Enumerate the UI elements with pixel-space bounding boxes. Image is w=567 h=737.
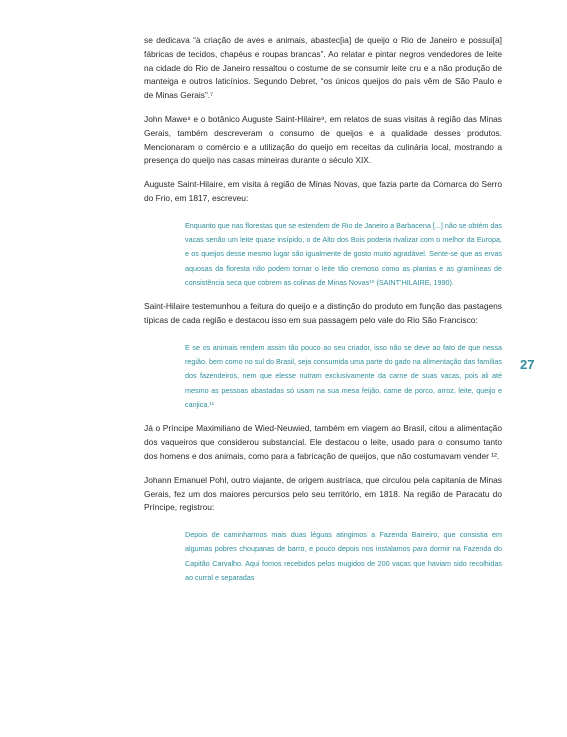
page-content [144,34,502,595]
body-paragraph: John Mawe⁸ e o botânico Auguste Saint-Hilaire⁹, em relatos de suas visitas à região das Minas Gerais, também descreveram o consumo de queijos e a qualidade desses produtos. Mencionaram o comércio e a utilização do queijo em receitas da culinária local, mostrando a presença do queijo nas casas mineiras durante o século XIX. [144,113,502,166]
body-paragraph: Saint-Hilaire testemunhou a feitura do queijo e a distinção do produto em função das pastagens típicas de cada região e destacou isso em sua passagem pelo vale do Rio São Francisco: [144,301,502,326]
block-quote: Enquanto que nas florestas que se estendem de Rio de Janeiro a Barbacena [...] não se obtém das vacas senão um leite quase insípido, o de Alto dos Bois poderia rivalizar com o melhor da Europa, e os queijos desse mesmo lugar são igualmente de gosto muito agradável. Sente-se que as ervas aquosas da floresta não podem tornar o leite tão cremoso como as plantas e as gramíneas de consistência seca que cobrem as colinas de Minas Novas¹⁰ (SAINT’HILAIRE, 1990). [185,220,502,287]
body-paragraph: Johann Emanuel Pohl, outro viajante, de origem austríaca, que circulou pela capitania de Minas Gerais, fez um dos maiores percursos pelo seu território, em 1818. Na região de Paracatu do Príncipe, registrou: [144,474,502,513]
block-quote: Depois de caminharmos mais duas léguas atingimos a Fazenda Barreiro, que consistia em algumas pobres choupanas de barro, e pouco depois nos instalamos para dormir na Fazenda do Capitão Carvalho. Aqui fomos recebidos pelos mugidos de 200 vacas que haviam sido recolhidas ao curral e separadas [185,530,502,582]
body-paragraph: se dedicava “à criação de aves e animais, abastec[ia] de queijo o Rio de Janeiro e possui[a] fábricas de tecidos, chapéus e roupas brancas”. Ao relatar e pintar negros vendedores de leite na cidade do Rio de Janeiro ressaltou o costume de se consumir leite cru e a não produção de manteiga e outros laticínios. Segundo Debret, “os únicos queijos do país vêm de São Paulo e de Minas Gerais”.⁷ [144,35,502,101]
page-number: 27 [520,357,535,372]
body-paragraph: Auguste Saint-Hilaire, em visita à região de Minas Novas, que fazia parte da Comarca do Serro do Frio, em 1817, escreveu: [144,179,502,203]
body-paragraph: Já o Príncipe Maximiliano de Wied-Neuwied, também em viagem ao Brasil, citou a alimentação dos vaqueiros que considerou substancial. Ele destacou o leite, usado para o consumo tanto dos homens e dos animais, como para a fabricação de queijos, que não costumavam vender ¹². [144,423,502,461]
block-quote: E se os animais rendem assim tão pouco ao seu criador, isso não se deve ao fato de que nessa região, bem como no sul do Brasil, seja consumida uma parte do gado na alimentação das famílias dos fazendeiros, nem que elesse nutram exclusivamente da carne de suas vacas, pois ali até mesmo as pessoas abastadas só usam na sua mesa feijão, carne de porco, arroz, leite, queijo e canjica.¹¹ [185,342,502,410]
